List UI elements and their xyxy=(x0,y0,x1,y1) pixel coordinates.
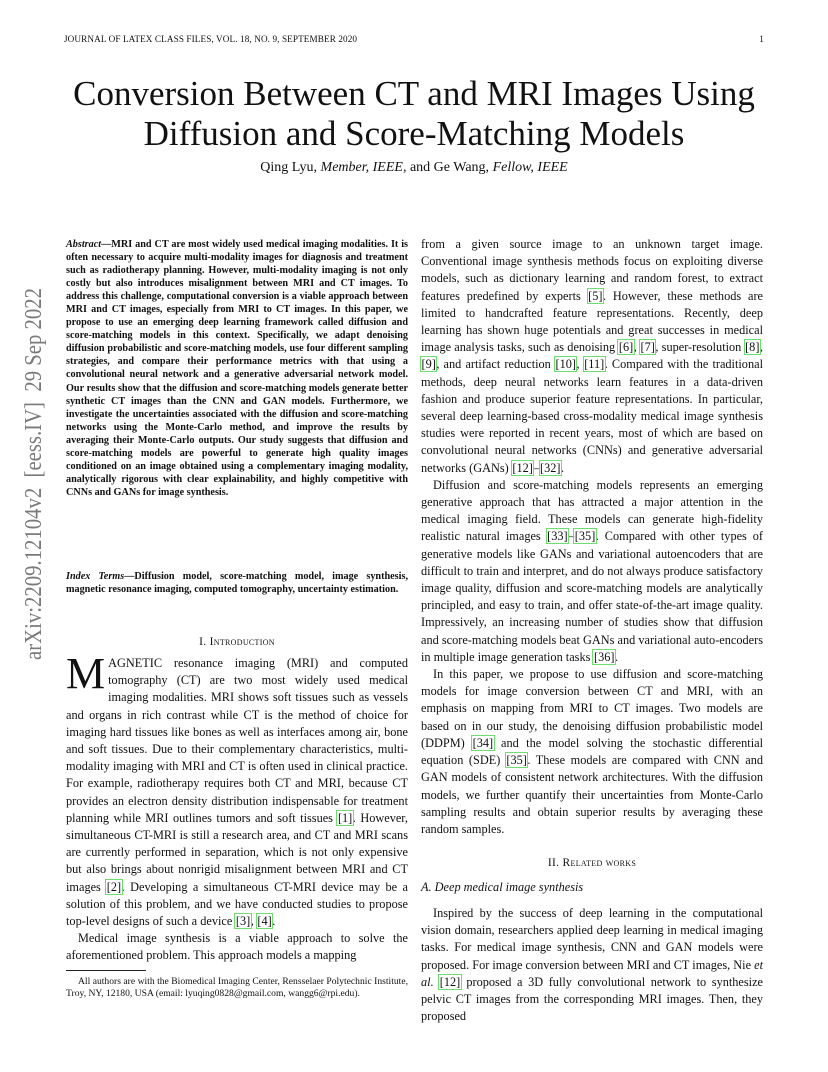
footnote: All authors are with the Biomedical Imaging Center, Rensselaer Polytechnic Institute, Troy, NY, 12180, USA (email: lyuqing0828@gmail.com, wangg6@rpi.edu). xyxy=(66,976,408,1000)
section-number: II. xyxy=(547,857,560,869)
text-run: . xyxy=(561,460,565,475)
text-run: from a given source image to an unknown target image. Conventional image synthesis methods focus on exploiting diverse models, such as dictionary learning and random forest, to extract features predefined by experts xyxy=(421,237,763,303)
text-run: , and artifact reduction xyxy=(436,357,555,372)
paper-title: Conversion Between CT and MRI Images Using Diffusion and Score-Matching Models xyxy=(73,74,755,153)
text-run: proposed a 3D fully convolutional network to synthesize pelvic CT images from the corresponding MRI images. Then, they proposed xyxy=(421,974,764,1024)
right-column-text xyxy=(421,236,763,838)
citation-link[interactable]: [36] xyxy=(593,649,615,664)
intro-para-1: . xyxy=(272,914,276,929)
citation-link[interactable]: [33] xyxy=(547,529,568,544)
citation-link[interactable]: [12] xyxy=(439,974,461,989)
citation-link[interactable]: [10] xyxy=(555,357,576,372)
citation-link[interactable]: [4] xyxy=(257,914,272,929)
text-run: , xyxy=(759,340,763,355)
drop-cap: M xyxy=(66,649,106,698)
citation-link[interactable]: [32] xyxy=(540,460,561,475)
citation-link[interactable]: [6] xyxy=(618,340,634,355)
related-works-text xyxy=(421,905,763,1025)
paragraph xyxy=(421,236,763,477)
text-run: . However, these methods are limited to handcrafted feature representations. Recently, deep learning has shown huge potentials and great successes in medical image analysis tasks, such as denoising xyxy=(421,288,763,355)
text-run: , super-resolution xyxy=(655,340,745,355)
citation-link[interactable]: [5] xyxy=(588,288,603,303)
intro-para-2: Medical image synthesis is a viable approach to solve the aforementioned problem. This approach models a mapping xyxy=(66,931,408,963)
citation-link[interactable]: [35] xyxy=(574,529,596,544)
intro-para-1: . However, simultaneous CT-MRI is still a research area, and CT and MRI scans are currently performed in separation, which is not only expensive but also brings about nonrigid misalignment between MRI and CT images xyxy=(66,810,408,894)
text-run: . xyxy=(614,649,619,664)
paragraph xyxy=(421,477,763,666)
page-number: 1 xyxy=(759,34,764,44)
citation-link[interactable]: [35] xyxy=(506,753,527,768)
abstract-text: —MRI and CT are most widely used medical imaging modalities. It is often necessary to acquire multi-modality images for diagnosis and treatment such as radiotherapy planning. However, multi-modality imaging is not only costly but also introduces misalignment between MRI and CT images. To address this challenge, computational conversion is a viable approach between MRI and CT images, especially from MRI to CT images. In this paper, we propose to use an emerging deep learning framework called diffusion and score-matching models in this context. Specifically, we adapt denoising diffusion probabilistic and score-matching models, use four different sampling strategies, and compare their performance metrics with that using a convolutional neural network and a generative adversarial network model. Our results show that the diffusion and score-matching models generate better synthetic CT images than the CNN and GAN models. Furthermore, we investigate the uncertainties associated with the diffusion and score-matching networks using the Monte-Carlo method, and improve the results by averaging their Monte-Carlo outputs. Our study suggests that diffusion and score-matching models are powerful to generate high quality images conditioned on an image obtained using a complementary imaging modality, analytically rigorous with clear explainability, and highly competitive with CNNs and GANs for image synthesis. xyxy=(66,239,408,498)
introduction-text xyxy=(66,649,408,965)
footnote-rule xyxy=(66,970,146,971)
index-terms-text: —Diffusion model, score-matching model, image synthesis, magnetic resonance imaging, computed tomography, uncertainty estimation. xyxy=(66,571,408,596)
section-title: Related works xyxy=(562,857,637,869)
running-head xyxy=(64,34,764,44)
section-number: I. xyxy=(199,636,207,648)
arxiv-stamp xyxy=(20,220,47,660)
citation-link[interactable]: [9] xyxy=(421,357,436,372)
paragraph xyxy=(421,905,763,1025)
text-run: In this paper, we propose to use diffusion and score-matching models for image conversion between CT and MRI, with an emphasis on mapping from MRI to CT images. Two models are based on in our study, the denoising diffusion probabilistic model (DDPM) xyxy=(421,667,763,750)
journal-line: JOURNAL OF LATEX CLASS FILES, VOL. 18, NO. 9, SEPTEMBER 2020 xyxy=(64,34,358,44)
text-run: – xyxy=(533,460,540,475)
abstract-label: Abstract xyxy=(66,239,102,250)
intro-para-1: resonance imaging (MRI) and computed tomography (CT) are two most widely used medical imaging modalities. MRI shows soft tissues such as vessels and organs in rich contrast while CT is the method of choice for imaging hard tissues like bones as well as interfaces among air, bone and soft tissues. Due to their complementary characteristics, multi-modality imaging with MRI and CT is often used in clinical practice. For example, radiotherapy requires both CT and MRI, because CT provides an electron density distribution indispensable for treatment planning while MRI outlines tumors and soft tissues xyxy=(66,656,408,825)
section-heading-related-works xyxy=(421,857,763,869)
citation-link[interactable]: [3] xyxy=(235,914,251,929)
intro-caps: AGNETIC xyxy=(108,656,163,670)
citation-link[interactable]: [11] xyxy=(584,357,605,372)
text-run: , xyxy=(576,357,584,372)
intro-para-1: . Developing a simultaneous CT-MRI device may be a solution of this problem, and we have conducted studies to propose top-level designs of such a device xyxy=(66,879,408,929)
citation-link[interactable]: [8] xyxy=(745,340,760,355)
abstract xyxy=(66,238,408,499)
citation-link[interactable]: [7] xyxy=(640,340,655,355)
text-run: , xyxy=(633,340,641,355)
index-terms-label: Index Terms xyxy=(66,571,125,582)
author-1: Qing Lyu, xyxy=(260,160,318,175)
author-line xyxy=(40,160,788,176)
citation-link[interactable]: [12] xyxy=(512,460,533,475)
section-heading-introduction xyxy=(66,636,408,648)
author-2-role: Fellow, IEEE xyxy=(492,160,568,175)
text-run: Diffusion and score-matching models represents an emerging generative approach that has attracted a major attention in the medical imaging field. These models can generate high-fidelity realistic natural images xyxy=(421,477,763,544)
citation-link[interactable]: [1] xyxy=(337,810,353,825)
author-2: and Ge Wang, xyxy=(409,160,490,175)
text-run: . These models are compared with CNN and GAN models of consistent network architectures. With the diffusion models, we further quantify their uncertainties from Monte-Carlo sampling results and obtain superior results by averaging these random samples. xyxy=(421,753,763,836)
arxiv-stamp-text: arXiv:2209.12104v2 [eess.IV] 29 Sep 2022 xyxy=(20,220,47,660)
subsection-heading: A. Deep medical image synthesis xyxy=(421,880,584,894)
text-run: . Compared with other types of generative models like GANs and variational autoencoders that are difficult to train and interpret, and do not always produce satisfactory image quality, diffusion and score-matching models are analytically principled, and easy to train, and offer state-of-the-art image quality. Impressively, an increasing number of studies show that diffusion and score-matching models beat GANs and variational auto-encoders in multiple image generation tasks xyxy=(421,529,763,664)
citation-link[interactable]: [2] xyxy=(106,879,122,894)
text-run: . Compared with the traditional methods, deep neural networks learn features in a data-driven fashion and produce superior feature representations. In particular, several deep learning-based cross-modality medical image synthesis studies were reported in recent years, most of which are based on convolutional neural networks (CNNs) and generative adversarial networks (GANs) xyxy=(421,357,763,475)
et-al: et al. xyxy=(421,957,763,989)
text-run: Inspired by the success of deep learning in the computational vision domain, researchers applied deep learning in medical imaging tasks. For medical image synthesis, CNN and GAN models were proposed. For image conversion between MRI and CT images, Nie xyxy=(421,906,763,972)
text-run: – xyxy=(568,529,575,544)
section-title: Introduction xyxy=(209,636,275,648)
citation-link[interactable]: [34] xyxy=(472,735,494,750)
text-run: and the model solving the stochastic differential equation (SDE) xyxy=(421,735,763,768)
author-1-role: Member, IEEE, xyxy=(320,160,407,175)
intro-para-1: , xyxy=(250,914,257,929)
index-terms xyxy=(66,570,408,596)
paragraph xyxy=(421,666,763,838)
